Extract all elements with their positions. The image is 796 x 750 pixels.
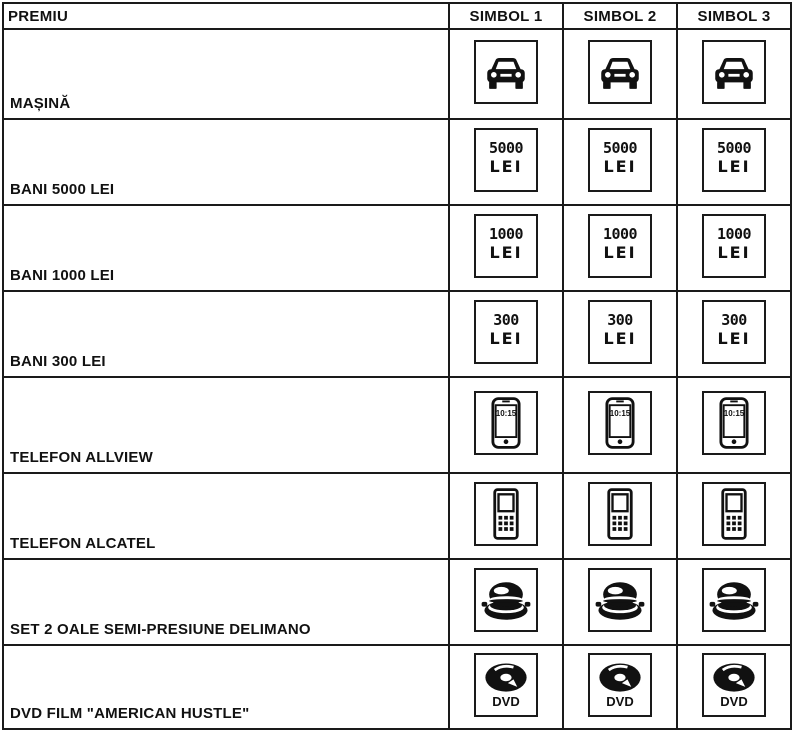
money-5000-icon <box>588 128 652 192</box>
money-currency: LEI <box>717 328 751 348</box>
prize-name: BANI 1000 LEI <box>3 205 449 291</box>
prize-name: SET 2 OALE SEMI-PRESIUNE DELIMANO <box>3 559 449 645</box>
symbol-cell-1 <box>449 377 563 473</box>
symbol-cell-3 <box>677 645 791 729</box>
money-currency: LEI <box>717 156 751 176</box>
money-5000-icon <box>474 128 538 192</box>
symbol-cell-2 <box>563 559 677 645</box>
money-currency: LEI <box>603 156 637 176</box>
money-amount: 1000 <box>488 224 524 243</box>
smartphone-icon <box>702 391 766 455</box>
money-currency: LEI <box>489 328 523 348</box>
dvd-label: DVD <box>606 693 634 709</box>
phone-time: 10:15 <box>495 408 517 418</box>
cooking-pots-icon <box>702 568 766 632</box>
dvd-label: DVD <box>492 693 520 709</box>
symbol-cell-2 <box>563 377 677 473</box>
dvd-icon <box>588 653 652 717</box>
prize-name: BANI 300 LEI <box>3 291 449 377</box>
symbol-cell-1 <box>449 205 563 291</box>
money-amount: 5000 <box>488 138 524 157</box>
dvd-icon <box>702 653 766 717</box>
table-row <box>3 29 791 119</box>
cooking-pots-icon <box>474 568 538 632</box>
mobile-phone-icon <box>588 482 652 546</box>
header-symbol-3: SIMBOL 3 <box>677 3 791 29</box>
header-row <box>3 3 791 29</box>
money-currency: LEI <box>603 242 637 262</box>
symbol-cell-2 <box>563 645 677 729</box>
mobile-phone-icon <box>474 482 538 546</box>
prize-name: DVD FILM "AMERICAN HUSTLE" <box>3 645 449 729</box>
table-row <box>3 119 791 205</box>
money-amount: 300 <box>607 310 633 329</box>
money-amount: 5000 <box>602 138 638 157</box>
dvd-icon <box>474 653 538 717</box>
car-icon <box>474 40 538 104</box>
symbol-cell-3 <box>677 559 791 645</box>
symbol-cell-2 <box>563 119 677 205</box>
money-amount: 5000 <box>716 138 752 157</box>
symbol-cell-3 <box>677 473 791 559</box>
symbol-cell-2 <box>563 473 677 559</box>
dvd-label: DVD <box>720 693 748 709</box>
prize-name: TELEFON ALCATEL <box>3 473 449 559</box>
symbol-cell-1 <box>449 559 563 645</box>
symbol-cell-1 <box>449 473 563 559</box>
header-symbol-1: SIMBOL 1 <box>449 3 563 29</box>
car-icon <box>588 40 652 104</box>
symbol-cell-2 <box>563 291 677 377</box>
money-currency: LEI <box>489 156 523 176</box>
phone-time: 10:15 <box>609 408 631 418</box>
table-row <box>3 473 791 559</box>
money-300-icon <box>702 300 766 364</box>
symbol-cell-1 <box>449 645 563 729</box>
cooking-pots-icon <box>588 568 652 632</box>
money-1000-icon <box>588 214 652 278</box>
symbol-cell-1 <box>449 119 563 205</box>
symbol-cell-3 <box>677 119 791 205</box>
symbol-cell-3 <box>677 291 791 377</box>
money-amount: 300 <box>493 310 519 329</box>
money-currency: LEI <box>603 328 637 348</box>
money-amount: 300 <box>721 310 747 329</box>
symbol-cell-2 <box>563 205 677 291</box>
money-1000-icon <box>702 214 766 278</box>
table-row <box>3 205 791 291</box>
symbol-cell-1 <box>449 29 563 119</box>
header-prize: PREMIU <box>3 3 449 29</box>
mobile-phone-icon <box>702 482 766 546</box>
prize-table <box>2 2 792 730</box>
symbol-cell-3 <box>677 205 791 291</box>
symbol-cell-3 <box>677 29 791 119</box>
table-row <box>3 645 791 729</box>
symbol-cell-3 <box>677 377 791 473</box>
prize-name: MAȘINĂ <box>3 29 449 119</box>
money-currency: LEI <box>717 242 751 262</box>
car-icon <box>702 40 766 104</box>
prize-name: TELEFON ALLVIEW <box>3 377 449 473</box>
phone-time: 10:15 <box>723 408 745 418</box>
money-currency: LEI <box>489 242 523 262</box>
money-5000-icon <box>702 128 766 192</box>
prize-name: BANI 5000 LEI <box>3 119 449 205</box>
smartphone-icon <box>474 391 538 455</box>
smartphone-icon <box>588 391 652 455</box>
header-symbol-2: SIMBOL 2 <box>563 3 677 29</box>
table-row <box>3 559 791 645</box>
table-row <box>3 377 791 473</box>
symbol-cell-1 <box>449 291 563 377</box>
table-row <box>3 291 791 377</box>
money-amount: 1000 <box>602 224 638 243</box>
money-300-icon <box>474 300 538 364</box>
symbol-cell-2 <box>563 29 677 119</box>
money-1000-icon <box>474 214 538 278</box>
money-amount: 1000 <box>716 224 752 243</box>
money-300-icon <box>588 300 652 364</box>
